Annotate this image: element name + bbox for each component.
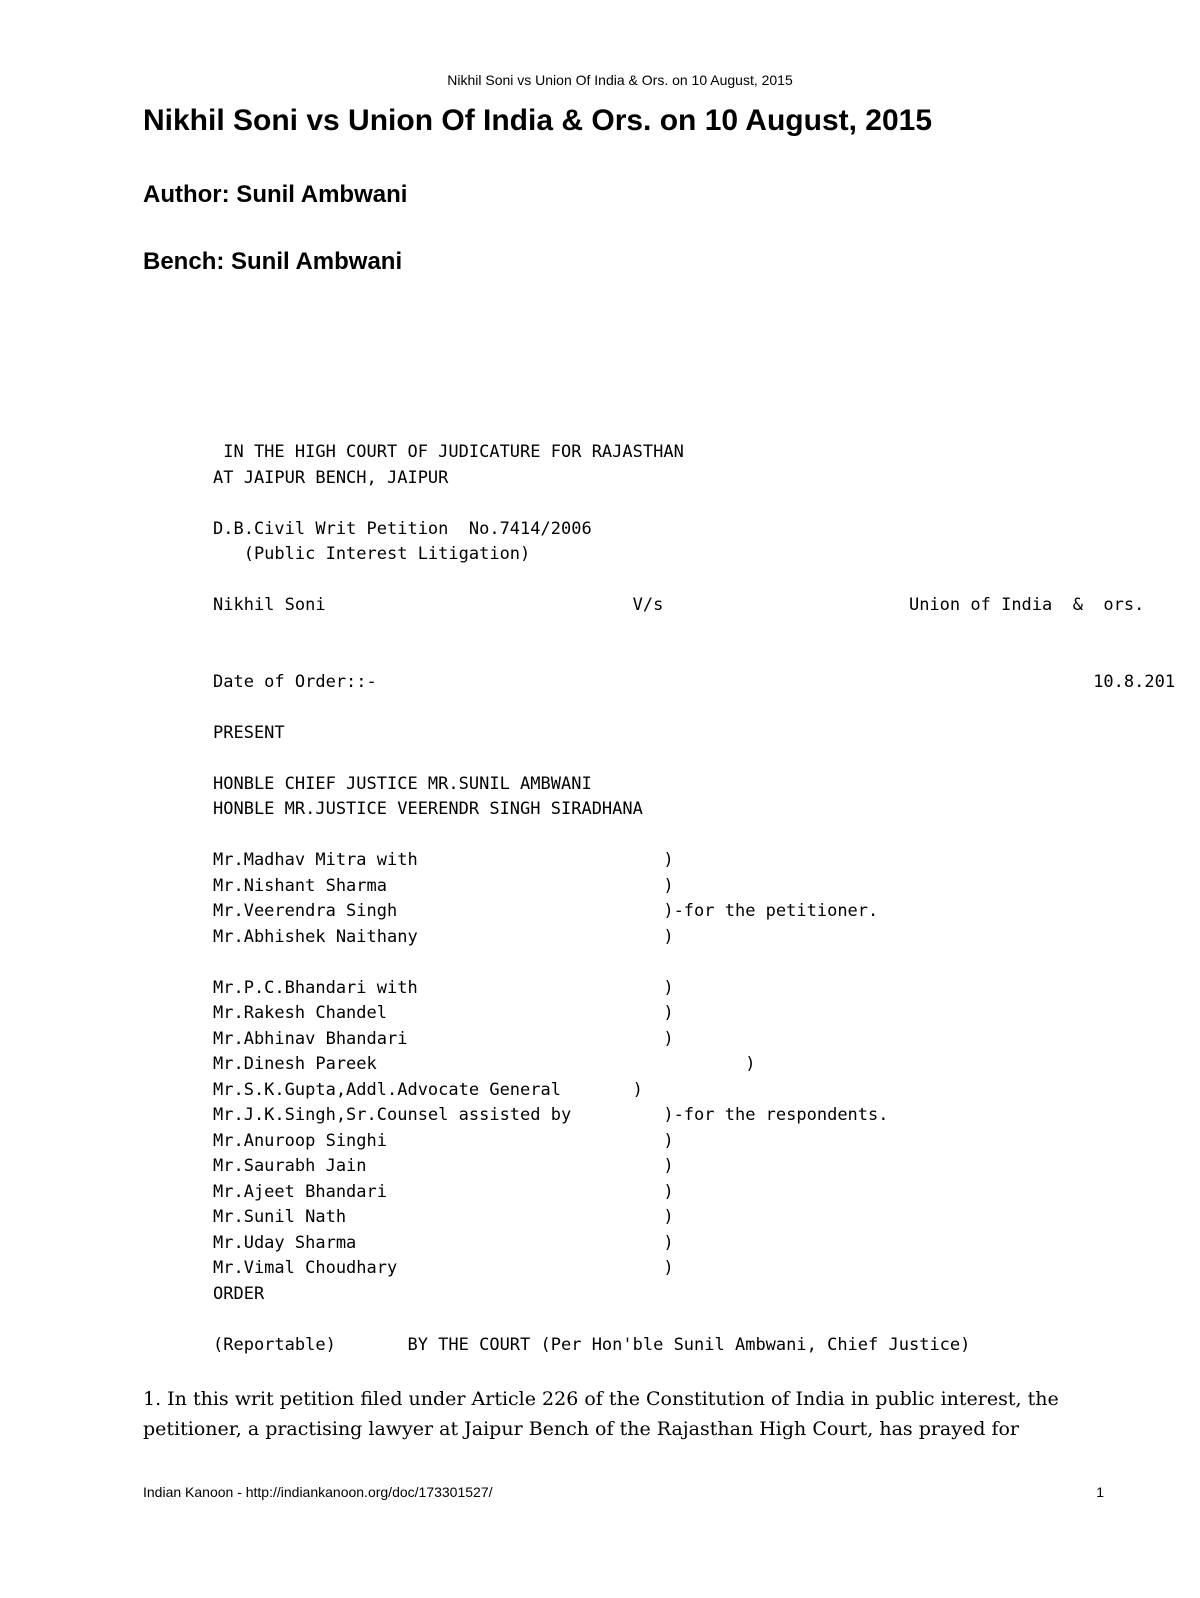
- footer-page-number: 1: [1096, 1484, 1104, 1500]
- pre-line: [213, 950, 1200, 976]
- pre-line: Date of Order::- 10.8.201: [213, 671, 1176, 692]
- author-line: Author: Sunil Ambwani: [143, 181, 408, 208]
- pre-line: Mr.Anuroop Singhi ): [213, 1130, 674, 1151]
- pre-line: [213, 568, 1200, 594]
- pre-line: Mr.Rakesh Chandel ): [213, 1003, 674, 1023]
- paragraph-1: 1. In this writ petition filed under Article 226 of the Constitution of India in public interest, the petitioner, a practising lawyer at Jaipur Bench of the Rajasthan High Court, has prayed for: [143, 1388, 1059, 1440]
- pre-line: (Reportable) BY THE COURT (Per Hon'ble Sunil Ambwani, Chief Justice): [213, 1334, 971, 1355]
- pre-line: HONBLE MR.JUSTICE VEERENDR SINGH SIRADHANA: [213, 799, 643, 819]
- pre-line: ORDER: [213, 1283, 265, 1304]
- pre-line: [213, 644, 1200, 670]
- pre-line: HONBLE CHIEF JUSTICE MR.SUNIL AMBWANI: [213, 773, 592, 794]
- pre-line: Mr.S.K.Gupta,Addl.Advocate General ): [213, 1079, 643, 1100]
- pre-line: [213, 746, 1200, 772]
- pre-line: Mr.P.C.Bhandari with ): [213, 977, 674, 998]
- pre-line: Mr.Abhishek Naithany ): [213, 926, 674, 947]
- pre-line: Nikhil Soni V/s Union of India & ors.: [213, 595, 1145, 615]
- pre-line: [213, 823, 1200, 849]
- pre-line: [213, 491, 1200, 517]
- pre-line: Mr.Vimal Choudhary ): [213, 1258, 674, 1278]
- pre-line: Mr.Madhav Mitra with ): [213, 850, 674, 870]
- pre-line: [213, 695, 1200, 721]
- pre-line: D.B.Civil Writ Petition No.7414/2006: [213, 518, 592, 539]
- pre-line: Mr.Uday Sharma ): [213, 1232, 674, 1253]
- judgment-preformatted-text: [213, 440, 1200, 1358]
- running-header: Nikhil Soni vs Union Of India & Ors. on 10 August, 2015: [447, 72, 793, 88]
- pre-line: IN THE HIGH COURT OF JUDICATURE FOR RAJASTHAN: [213, 442, 684, 462]
- pre-line: Mr.Saurabh Jain ): [213, 1156, 674, 1176]
- pre-line: Mr.J.K.Singh,Sr.Counsel assisted by )-for the respondents.: [213, 1105, 889, 1125]
- pre-line: AT JAIPUR BENCH, JAIPUR: [213, 467, 449, 488]
- pre-line: Mr.Dinesh Pareek ): [213, 1054, 756, 1074]
- pre-line: Mr.Ajeet Bhandari ): [213, 1181, 674, 1202]
- footer-source: Indian Kanoon - http://indiankanoon.org/doc/173301527/: [143, 1484, 493, 1500]
- pre-line: Mr.Nishant Sharma ): [213, 875, 674, 896]
- bench-line: Bench: Sunil Ambwani: [143, 248, 403, 275]
- pre-line: (Public Interest Litigation): [213, 544, 531, 564]
- pre-line: PRESENT: [213, 722, 285, 743]
- pre-line: [213, 1307, 1200, 1333]
- pre-line: Mr.Abhinav Bhandari ): [213, 1028, 674, 1049]
- pre-line: Mr.Veerendra Singh )-for the petitioner.: [213, 901, 879, 921]
- pre-line: Mr.Sunil Nath ): [213, 1207, 674, 1227]
- document-title: Nikhil Soni vs Union Of India & Ors. on 10 August, 2015: [143, 104, 933, 137]
- pre-line: [213, 619, 1200, 645]
